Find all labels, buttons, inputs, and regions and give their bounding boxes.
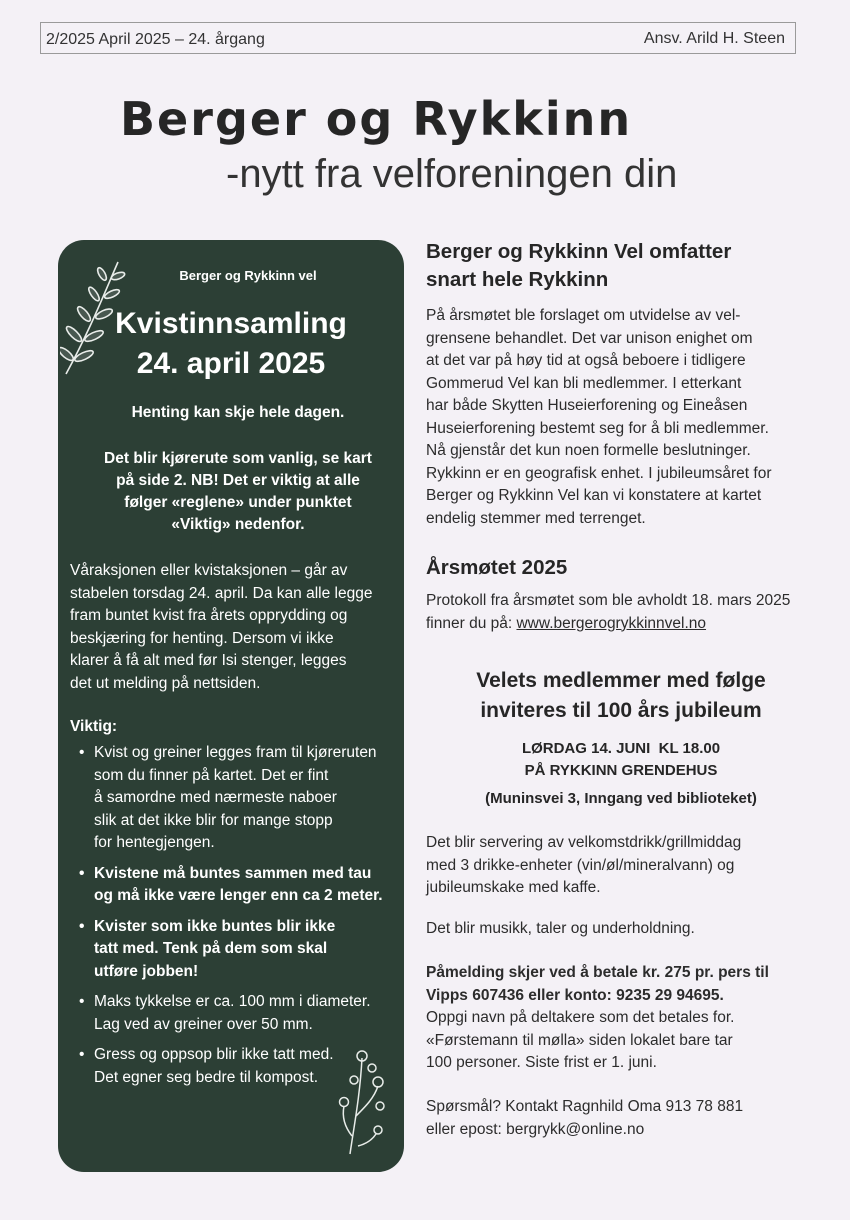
contact-line: eller epost: bergrykk@online.no [426,1120,645,1138]
meeting-heading: Årsmøtet 2025 [426,556,568,579]
card-body-text [70,560,396,695]
vel-body-line: Berger og Rykkinn Vel kan vi konstatere at kartet [426,487,762,504]
issue-header-bar [40,22,796,54]
vel-body-line: Rykkinn er en geografisk enhet. I jubileumsåret for [426,464,772,482]
jubilee-heading-line: Velets medlemmer med følge [476,669,766,692]
card-title-date: 24. april 2025 [136,347,326,380]
rule-item [76,742,398,855]
body-line: det ut melding på nettsiden. [70,674,261,692]
signup-line: 100 personer. Siste frist er 1. juni. [426,1054,657,1071]
rule-line: • Gress og oppsop blir ikke tatt med. [94,1046,334,1063]
entertainment-text: Det blir musikk, taler og underholdning. [426,920,695,937]
signup-line: Oppgi navn på deltakere som det betales for. [426,1009,735,1026]
route-note-line: følger «reglene» under punktet [124,494,352,511]
newsletter-subtitle: -nytt fra velforeningen din [226,152,678,196]
route-note-line: «Viktig» nedenfor. [171,516,305,533]
meeting-body [426,590,806,635]
vel-body-line: endelig stemmer med terrenget. [426,509,646,527]
body-line: klarer å få alt med før Isi stenger, legges [70,652,347,669]
meeting-link-line [426,613,806,636]
rule-line: • Kvist og greiner legges fram til kjøreruten [94,744,377,761]
rule-line: • Kvister som ikke buntes blir ikke [94,917,336,935]
responsible-editor: Ansv. Arild H. Steen [643,30,785,47]
meeting-link-prefix: finner du på: [426,614,517,632]
vel-heading-line: snart hele Rykkinn [426,268,609,291]
meeting-line: Protokoll fra årsmøtet som ble avholdt 18. mars 2025 [426,592,791,609]
jubilee-heading-line: inviteres til 100 års jubileum [480,699,762,722]
rule-line: Lag ved av greiner over 50 mm. [94,1015,313,1033]
vel-body-line: at det var på høy tid at også beboere i tidligere [426,352,746,369]
rule-item [76,863,398,908]
vel-body-line: På årsmøtet ble forslaget om utvidelse av vel- [426,307,741,324]
rule-line: • Maks tykkelse er ca. 100 mm i diameter. [94,993,371,1010]
rule-line: • Kvistene må buntes sammen med tau [94,864,372,882]
signup-bold-line: Vipps 607436 eller konto: 9235 29 94695. [426,986,724,1004]
serving-line: med 3 drikke-enheter (vin/øl/mineralvann) og [426,856,735,874]
serving-text [426,832,806,900]
signup-text [426,962,806,1075]
vel-body-line: Huseierforening bestemt seg for å bli medlemmer. [426,419,769,437]
important-heading: Viktig: [70,718,118,735]
route-note [78,448,398,536]
contact-line: Spørsmål? Kontakt Ragnhild Oma 913 78 881 [426,1098,744,1115]
route-note-line: Det blir kjørerute som vanlig, se kart [104,450,372,467]
branch-collection-card [58,240,404,1172]
vel-body-line: grensene behandlet. Det var unison enighet om [426,329,753,347]
card-title-line: Kvistinnsamling [115,307,347,340]
route-note-line: på side 2. NB! Det er viktig at alle [116,472,360,489]
signup-bold-line: Påmelding skjer ved å betale kr. 275 pr. pers til [426,964,769,981]
card-org-label: Berger og Rykkinn vel [179,268,317,283]
body-line: fram buntet kvist fra årets opprydding og [70,607,348,624]
issue-info: 2/2025 April 2025 – 24. årgang [46,31,265,48]
signup-line: «Førstemann til mølla» siden lokalet bare tar [426,1031,733,1049]
rule-line: slik at det ikke blir for mange stopp [94,811,333,829]
card-title [58,304,404,384]
vel-heading-line: Berger og Rykkinn Vel omfatter [426,240,732,263]
serving-line: jubileumskake med kaffe. [426,879,601,896]
serving-line: Det blir servering av velkomstdrikk/grillmiddag [426,834,742,851]
rule-line: å samordne med nærmeste naboer [94,789,337,806]
pickup-note: Henting kan skje hele dagen. [131,404,345,421]
body-line: beskjæring for henting. Dersom vi ikke [70,629,334,647]
rule-item [76,916,398,984]
rule-line: og må ikke være lenger enn ca 2 meter. [94,887,383,904]
rule-line: Det egner seg bedre til kompost. [94,1068,319,1086]
rule-line: for hentegjengen. [94,834,215,851]
body-line: stabelen torsdag 24. april. Da kan alle legge [70,584,373,602]
newsletter-title: Berger og Rykkinn [120,92,633,146]
rule-line: som du finner på kartet. Det er fint [94,766,329,784]
vel-body-line: har både Skytten Huseierforening og Eineåsen [426,397,748,414]
vel-body-line: Gommerud Vel kan bli medlemmer. I etterkant [426,374,742,392]
website-link[interactable]: www.bergerogrykkinnvel.no [516,614,707,632]
rule-line: tatt med. Tenk på dem som skal [94,940,328,957]
vel-heading [426,238,731,294]
contact-text [426,1096,806,1141]
event-address: (Muninsvei 3, Inngang ved biblioteket) [485,790,757,807]
vel-body-line: Nå gjenstår det kun noen formelle beslutninger. [426,442,751,459]
jubilee-heading [426,666,816,726]
rule-line: utføre jobben! [94,962,199,980]
rule-item [76,991,398,1036]
event-date: LØRDAG 14. JUNI KL 18.00 [521,740,721,757]
vel-body [426,305,806,530]
body-line: Våraksjonen eller kvistaksjonen – går av [70,562,348,579]
event-details [426,738,816,810]
rules-list [76,742,398,1097]
flower-decoration-icon [338,1046,388,1156]
event-venue: PÅ RYKKINN GRENDEHUS [524,762,718,779]
